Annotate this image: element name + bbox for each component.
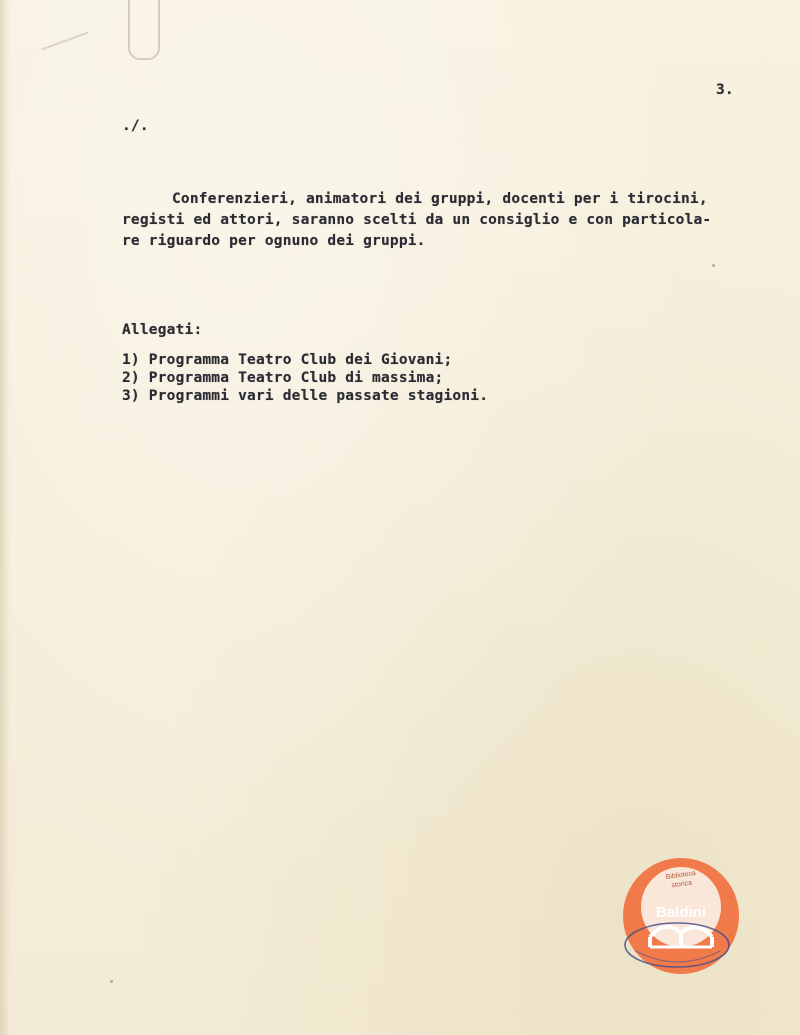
ink-speck (110, 980, 113, 983)
stamp-line-sub: storica (671, 879, 693, 890)
paper-scratch (41, 32, 89, 51)
attachment-item: 1) Programma Teatro Club dei Giovani; (122, 352, 453, 368)
ink-speck (712, 264, 715, 267)
page-number: 3. (716, 82, 734, 98)
attachment-item: 3) Programmi vari delle passate stagioni. (122, 388, 489, 404)
paragraph-line: re riguardo per ognuno dei gruppi. (122, 233, 426, 249)
paperclip-mark (128, 0, 160, 60)
page-edge-shadow (0, 0, 10, 1035)
attachments-title: Allegati: (122, 322, 203, 338)
library-stamp (620, 855, 742, 977)
paragraph-line: Conferenzieri, animatori dei gruppi, docenti per i tirocini, (172, 191, 708, 207)
continuation-mark: ./. (122, 118, 149, 134)
stamp-name: Baldini (655, 904, 707, 921)
attachment-item: 2) Programma Teatro Club di massima; (122, 370, 444, 386)
stamp-line-top: Biblioteca (665, 869, 697, 882)
paragraph-line: registi ed attori, saranno scelti da un consiglio e con particola- (122, 212, 712, 228)
